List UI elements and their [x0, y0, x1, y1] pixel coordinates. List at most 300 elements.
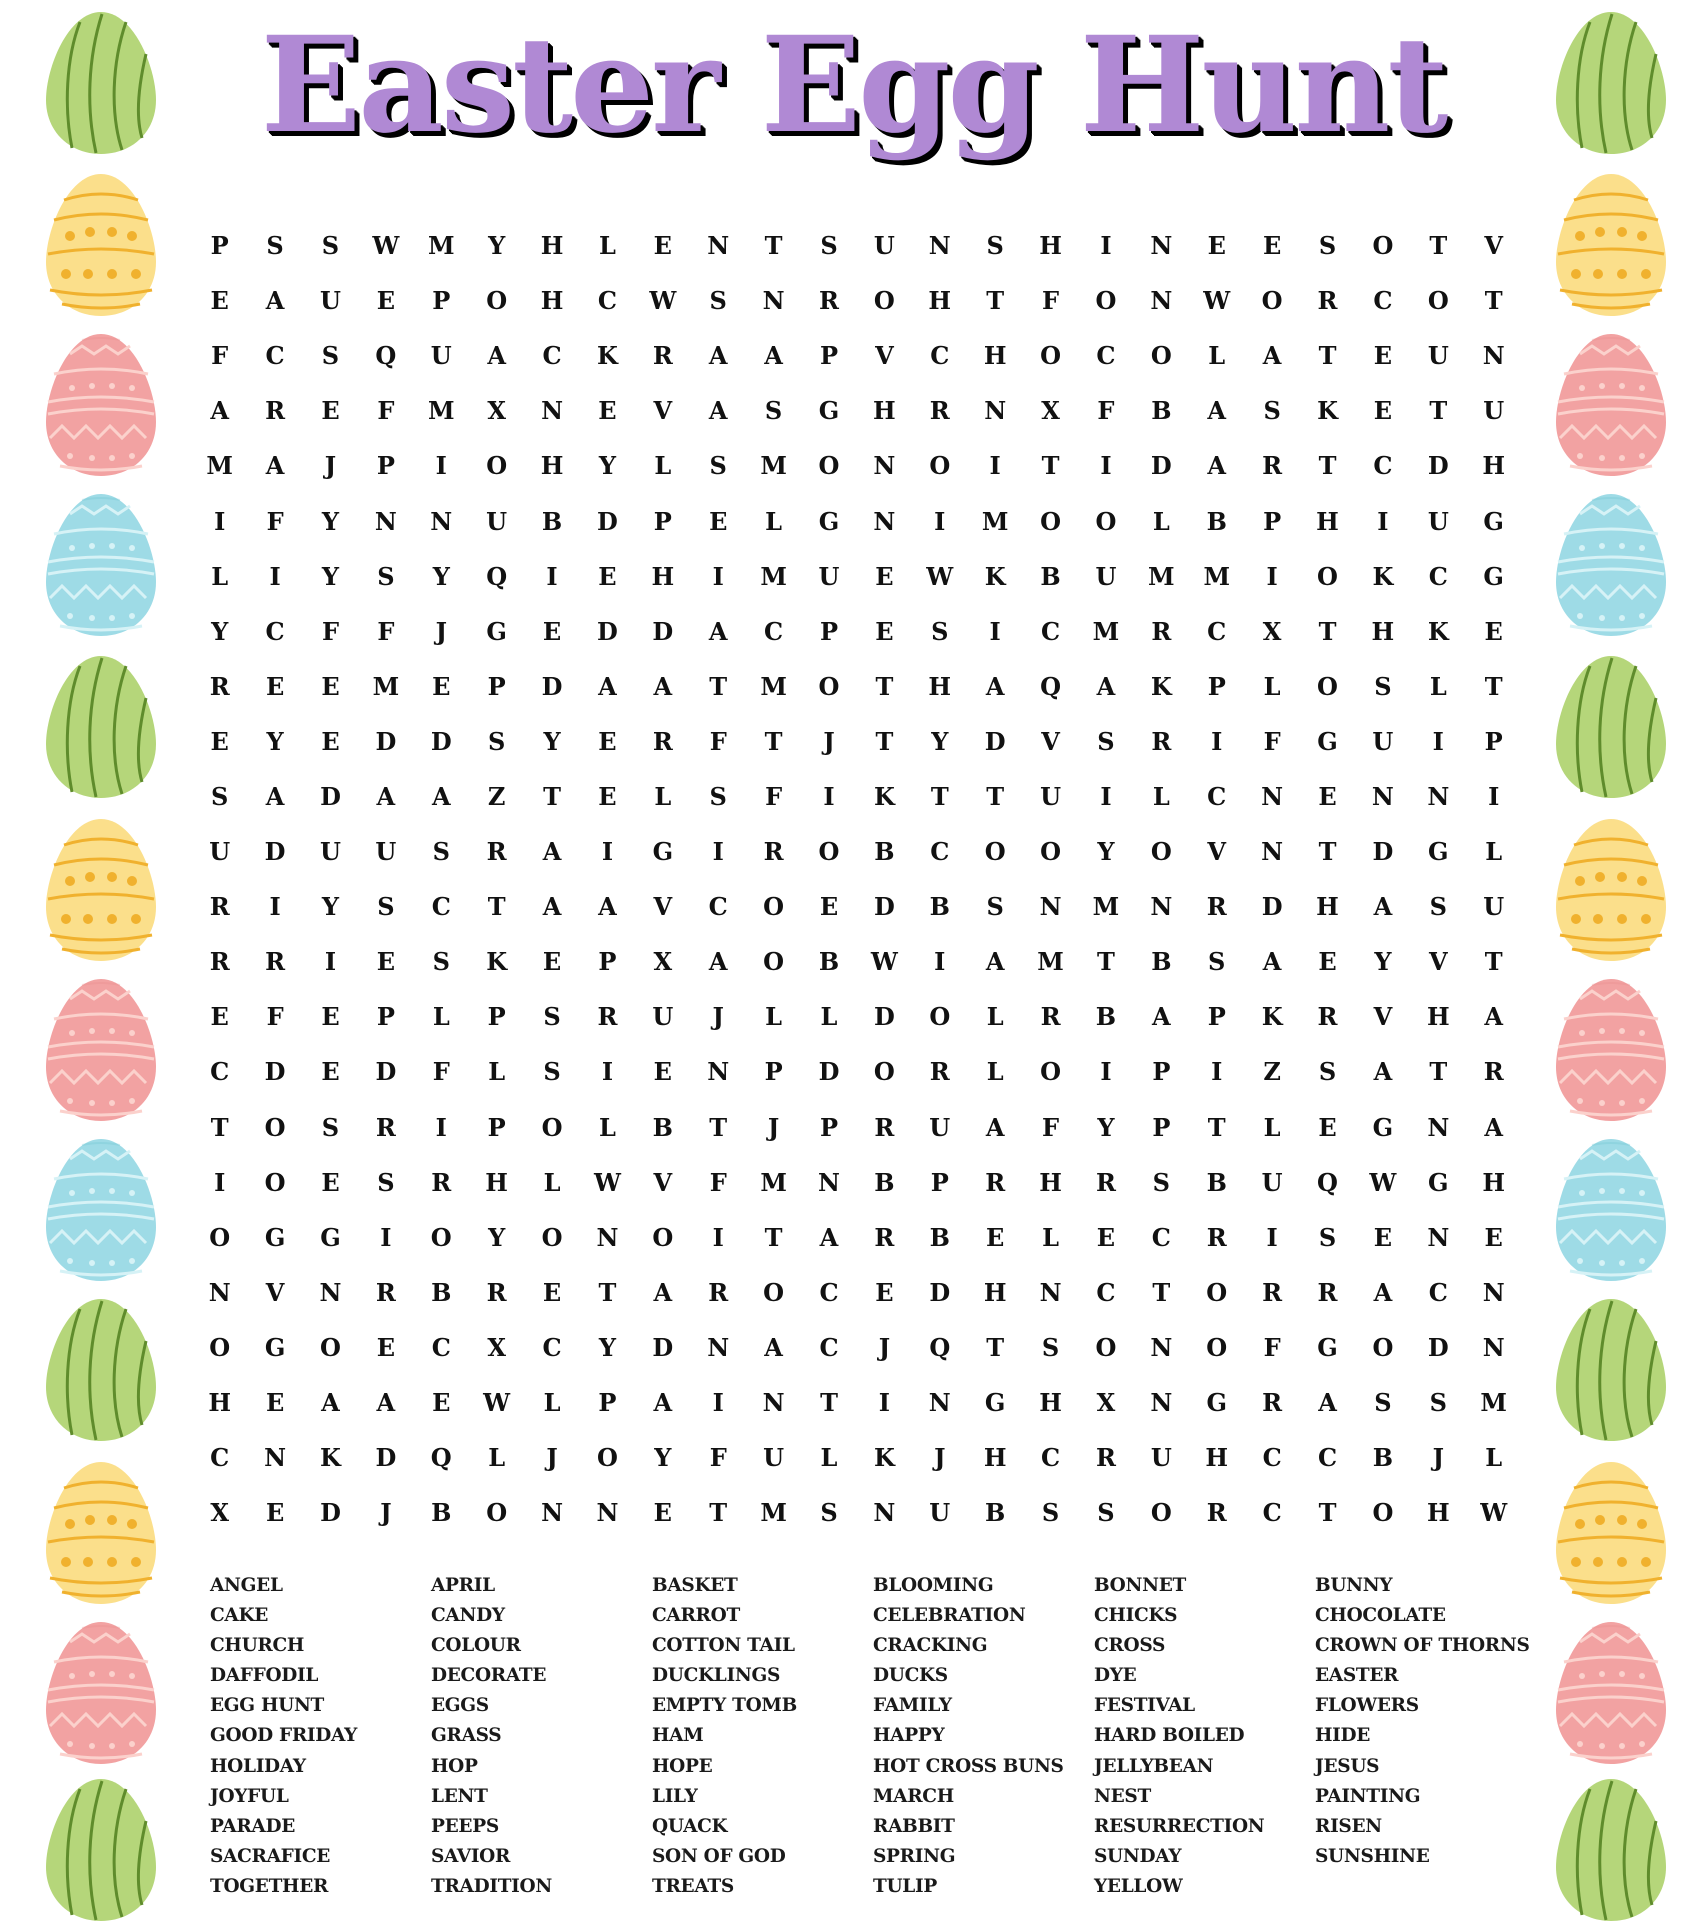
grid-letter[interactable]: T [598, 1277, 617, 1307]
grid-letter[interactable]: M [1092, 616, 1120, 646]
grid-letter[interactable]: W [1203, 286, 1231, 316]
grid-letter[interactable]: N [1150, 892, 1173, 922]
grid-letter[interactable]: U [1372, 726, 1394, 756]
grid-letter[interactable]: I [934, 947, 946, 977]
grid-letter[interactable]: S [543, 1002, 561, 1032]
grid-letter[interactable]: J [823, 726, 835, 756]
grid-letter[interactable]: E [321, 1057, 340, 1087]
grid-letter[interactable]: L [1152, 781, 1170, 811]
grid-letter[interactable]: E [265, 1388, 285, 1418]
grid-letter[interactable]: N [984, 396, 1007, 426]
grid-letter[interactable]: H [1039, 1388, 1062, 1418]
grid-letter[interactable]: R [265, 396, 286, 426]
grid-letter[interactable]: E [542, 616, 562, 646]
grid-letter[interactable]: T [930, 781, 949, 811]
grid-letter[interactable]: Y [266, 726, 284, 756]
grid-letter[interactable]: D [375, 726, 397, 756]
grid-letter[interactable]: P [819, 1112, 839, 1142]
grid-letter[interactable]: N [596, 1222, 619, 1252]
grid-letter[interactable]: A [708, 947, 728, 977]
grid-letter[interactable]: T [709, 1112, 728, 1142]
grid-letter[interactable]: A [1318, 1388, 1337, 1418]
grid-letter[interactable]: O [209, 1222, 231, 1252]
grid-letter[interactable]: O [929, 1002, 951, 1032]
grid-letter[interactable]: H [1039, 231, 1062, 261]
grid-letter[interactable]: T [986, 286, 1005, 316]
grid-letter[interactable]: J [380, 1498, 392, 1528]
grid-letter[interactable]: C [708, 892, 728, 922]
grid-letter[interactable]: S [377, 561, 395, 591]
grid-letter[interactable]: P [1207, 671, 1226, 701]
grid-letter[interactable]: V [653, 892, 673, 922]
grid-letter[interactable]: S [931, 616, 949, 646]
grid-letter[interactable]: L [543, 1388, 561, 1418]
grid-letter[interactable]: G [264, 1332, 286, 1362]
grid-letter[interactable]: U [929, 1112, 951, 1142]
grid-letter[interactable]: E [265, 1498, 285, 1528]
grid-letter[interactable]: R [209, 892, 230, 922]
grid-letter[interactable]: G [1483, 506, 1504, 536]
grid-letter[interactable]: E [875, 1277, 894, 1307]
grid-letter[interactable]: U [486, 506, 508, 536]
grid-letter[interactable]: E [598, 781, 617, 811]
grid-letter[interactable]: I [435, 1112, 447, 1142]
grid-letter[interactable]: P [653, 506, 672, 536]
grid-letter[interactable]: H [1316, 892, 1339, 922]
grid-letter[interactable]: F [1263, 726, 1281, 756]
grid-letter[interactable]: B [874, 1167, 895, 1197]
grid-letter[interactable]: W [870, 947, 898, 977]
grid-letter[interactable]: U [375, 837, 397, 867]
grid-letter[interactable]: S [1263, 396, 1281, 426]
grid-letter[interactable]: N [1427, 781, 1450, 811]
grid-letter[interactable]: L [598, 231, 616, 261]
grid-letter[interactable]: S [321, 1112, 340, 1142]
grid-letter[interactable]: Q [375, 341, 397, 371]
grid-letter[interactable]: S [1097, 726, 1115, 756]
grid-letter[interactable]: D [264, 1057, 286, 1087]
grid-letter[interactable]: E [819, 892, 839, 922]
grid-letter[interactable]: C [930, 837, 950, 867]
grid-letter[interactable]: B [1151, 947, 1172, 977]
grid-letter[interactable]: V [1428, 947, 1448, 977]
grid-letter[interactable]: I [1266, 561, 1278, 591]
grid-letter[interactable]: Y [931, 726, 949, 756]
grid-letter[interactable]: R [1151, 726, 1172, 756]
grid-letter[interactable]: K [1427, 616, 1449, 646]
grid-letter[interactable]: C [1207, 781, 1227, 811]
grid-letter[interactable]: J [324, 451, 337, 481]
grid-letter[interactable]: O [1040, 506, 1061, 536]
grid-letter[interactable]: H [983, 1277, 1007, 1307]
grid-letter[interactable]: A [1484, 1002, 1503, 1032]
grid-letter[interactable]: E [542, 1277, 562, 1307]
grid-letter[interactable]: S [1318, 231, 1337, 261]
grid-letter[interactable]: S [709, 451, 727, 481]
grid-letter[interactable]: E [709, 506, 728, 536]
grid-letter[interactable]: O [818, 451, 840, 481]
grid-letter[interactable]: L [1208, 341, 1226, 371]
grid-letter[interactable]: Y [1097, 837, 1115, 867]
grid-letter[interactable]: B [1206, 1167, 1227, 1197]
grid-letter[interactable]: M [427, 396, 455, 426]
grid-letter[interactable]: Q [486, 561, 508, 591]
grid-letter[interactable]: B [1040, 561, 1061, 591]
grid-letter[interactable]: F [377, 616, 395, 646]
grid-letter[interactable]: A [1152, 1002, 1171, 1032]
grid-letter[interactable]: I [1100, 451, 1112, 481]
grid-letter[interactable]: X [1041, 396, 1060, 426]
grid-letter[interactable]: N [762, 1388, 785, 1418]
grid-letter[interactable]: F [1263, 1332, 1281, 1362]
grid-letter[interactable]: E [376, 1332, 396, 1362]
grid-letter[interactable]: G [264, 1222, 286, 1252]
grid-letter[interactable]: D [375, 1443, 397, 1473]
grid-letter[interactable]: V [653, 1167, 673, 1197]
grid-letter[interactable]: E [653, 1057, 672, 1087]
grid-letter[interactable]: D [873, 892, 895, 922]
grid-letter[interactable]: L [820, 1002, 838, 1032]
grid-letter[interactable]: O [541, 1222, 563, 1252]
grid-letter[interactable]: K [873, 1443, 895, 1473]
grid-letter[interactable]: B [541, 506, 563, 536]
grid-letter[interactable]: T [986, 781, 1005, 811]
grid-letter[interactable]: D [652, 616, 674, 646]
grid-letter[interactable]: P [764, 1057, 783, 1087]
grid-letter[interactable]: G [1372, 1112, 1394, 1142]
grid-letter[interactable]: T [1207, 1112, 1226, 1142]
grid-letter[interactable]: O [541, 1112, 563, 1142]
grid-letter[interactable]: B [985, 1498, 1006, 1528]
grid-letter[interactable]: U [209, 837, 231, 867]
grid-letter[interactable]: U [818, 561, 840, 591]
grid-letter[interactable]: O [984, 837, 1006, 867]
grid-letter[interactable]: U [1261, 1167, 1283, 1197]
grid-letter[interactable]: N [430, 506, 453, 536]
grid-letter[interactable]: Y [321, 561, 340, 591]
grid-letter[interactable]: R [1317, 286, 1338, 316]
grid-letter[interactable]: T [543, 781, 561, 811]
grid-letter[interactable]: M [372, 671, 400, 701]
grid-letter[interactable]: C [819, 1277, 839, 1307]
grid-letter[interactable]: N [1371, 781, 1394, 811]
grid-letter[interactable]: G [1483, 561, 1504, 591]
grid-letter[interactable]: W [372, 231, 400, 261]
grid-letter[interactable]: D [264, 837, 286, 867]
grid-letter[interactable]: N [707, 1332, 730, 1362]
grid-letter[interactable]: I [1432, 726, 1444, 756]
grid-letter[interactable]: C [1428, 561, 1448, 591]
grid-letter[interactable]: R [1262, 1277, 1283, 1307]
grid-letter[interactable]: L [211, 561, 229, 591]
grid-letter[interactable]: V [1373, 1002, 1393, 1032]
grid-letter[interactable]: Z [1263, 1057, 1281, 1087]
grid-letter[interactable]: S [709, 286, 727, 316]
grid-letter[interactable]: B [1372, 1443, 1394, 1473]
grid-letter[interactable]: T [1484, 671, 1503, 701]
grid-letter[interactable]: B [874, 837, 895, 867]
grid-letter[interactable]: Y [211, 616, 229, 646]
grid-letter[interactable]: F [211, 341, 229, 371]
grid-letter[interactable]: A [764, 1332, 783, 1362]
grid-letter[interactable]: D [984, 726, 1006, 756]
grid-letter[interactable]: I [214, 1167, 226, 1197]
grid-letter[interactable]: O [264, 1167, 286, 1197]
grid-letter[interactable]: F [1097, 396, 1115, 426]
grid-letter[interactable]: A [376, 781, 396, 811]
grid-letter[interactable]: R [265, 947, 286, 977]
grid-letter[interactable]: S [1429, 892, 1447, 922]
grid-letter[interactable]: D [597, 506, 618, 536]
grid-letter[interactable]: U [320, 286, 341, 316]
grid-letter[interactable]: O [1040, 1057, 1061, 1087]
grid-letter[interactable]: I [989, 451, 1001, 481]
grid-letter[interactable]: I [989, 616, 1001, 646]
grid-letter[interactable]: S [1429, 1388, 1447, 1418]
grid-letter[interactable]: Y [1374, 947, 1392, 977]
grid-letter[interactable]: K [1372, 561, 1394, 591]
grid-letter[interactable]: W [926, 561, 954, 591]
grid-letter[interactable]: H [540, 451, 564, 481]
grid-letter[interactable]: N [873, 1498, 896, 1528]
grid-letter[interactable]: O [763, 947, 785, 977]
grid-letter[interactable]: T [1429, 231, 1448, 261]
grid-letter[interactable]: O [1261, 286, 1283, 316]
grid-letter[interactable]: Y [488, 1222, 506, 1252]
grid-letter[interactable]: L [1485, 1443, 1503, 1473]
grid-letter[interactable]: D [430, 726, 452, 756]
grid-letter[interactable]: S [1374, 671, 1392, 701]
grid-letter[interactable]: A [598, 671, 617, 701]
grid-letter[interactable]: S [1318, 1057, 1337, 1087]
grid-letter[interactable]: T [1318, 837, 1337, 867]
grid-letter[interactable]: V [1041, 726, 1060, 756]
grid-letter[interactable]: I [712, 1222, 724, 1252]
grid-letter[interactable]: G [1428, 837, 1449, 867]
grid-letter[interactable]: R [874, 1222, 895, 1252]
grid-letter[interactable]: N [873, 506, 896, 536]
grid-letter[interactable]: B [818, 947, 840, 977]
grid-letter[interactable]: A [210, 396, 229, 426]
grid-letter[interactable]: J [712, 1002, 724, 1032]
grid-letter[interactable]: D [1427, 451, 1449, 481]
grid-letter[interactable]: N [707, 231, 730, 261]
grid-letter[interactable]: A [1207, 396, 1227, 426]
grid-letter[interactable]: H [873, 396, 896, 426]
grid-letter[interactable]: N [762, 286, 785, 316]
grid-letter[interactable]: R [1317, 1277, 1338, 1307]
grid-letter[interactable]: A [985, 947, 1005, 977]
grid-letter[interactable]: U [929, 1498, 951, 1528]
grid-letter[interactable]: E [321, 1167, 340, 1197]
grid-letter[interactable]: M [760, 671, 787, 701]
grid-letter[interactable]: O [1372, 1498, 1394, 1528]
grid-letter[interactable]: E [1318, 1112, 1337, 1142]
grid-letter[interactable]: E [1318, 947, 1337, 977]
grid-letter[interactable]: B [431, 1277, 452, 1307]
grid-letter[interactable]: P [1152, 1112, 1171, 1142]
grid-letter[interactable]: O [873, 1057, 895, 1087]
grid-letter[interactable]: S [377, 892, 395, 922]
grid-letter[interactable]: W [1480, 1498, 1508, 1528]
grid-letter[interactable]: E [210, 726, 229, 756]
grid-letter[interactable]: H [1371, 616, 1395, 646]
grid-letter[interactable]: O [1317, 671, 1338, 701]
grid-letter[interactable]: S [266, 231, 284, 261]
grid-letter[interactable]: E [210, 286, 229, 316]
grid-letter[interactable]: E [986, 1222, 1005, 1252]
grid-letter[interactable]: T [875, 726, 894, 756]
grid-letter[interactable]: H [928, 286, 952, 316]
grid-letter[interactable]: P [598, 947, 617, 977]
grid-letter[interactable]: S [986, 892, 1004, 922]
grid-letter[interactable]: I [1211, 1057, 1223, 1087]
grid-letter[interactable]: D [929, 1277, 951, 1307]
grid-letter[interactable]: S [1208, 947, 1226, 977]
grid-letter[interactable]: C [930, 341, 950, 371]
grid-letter[interactable]: S [543, 1057, 561, 1087]
grid-letter[interactable]: J [767, 1112, 780, 1142]
grid-letter[interactable]: E [1096, 1222, 1116, 1252]
grid-letter[interactable]: O [1095, 506, 1117, 536]
grid-letter[interactable]: I [214, 506, 226, 536]
grid-letter[interactable]: B [1206, 506, 1227, 536]
grid-letter[interactable]: R [431, 1167, 452, 1197]
grid-letter[interactable]: A [542, 892, 562, 922]
grid-letter[interactable]: M [1480, 1388, 1507, 1418]
grid-letter[interactable]: S [432, 947, 450, 977]
grid-letter[interactable]: F [377, 396, 395, 426]
grid-letter[interactable]: E [598, 561, 617, 591]
grid-letter[interactable]: U [430, 341, 452, 371]
grid-letter[interactable]: U [873, 231, 895, 261]
grid-letter[interactable]: R [209, 671, 230, 701]
grid-letter[interactable]: L [488, 1443, 506, 1473]
grid-letter[interactable]: X [487, 396, 506, 426]
grid-letter[interactable]: E [1484, 616, 1503, 646]
grid-letter[interactable]: E [376, 286, 396, 316]
grid-letter[interactable]: C [819, 1332, 839, 1362]
grid-letter[interactable]: Z [487, 781, 506, 811]
grid-letter[interactable]: K [320, 1443, 341, 1473]
grid-letter[interactable]: E [1373, 396, 1393, 426]
grid-letter[interactable]: N [1482, 341, 1505, 371]
grid-letter[interactable]: C [542, 1332, 562, 1362]
grid-letter[interactable]: M [427, 231, 455, 261]
grid-letter[interactable]: F [266, 506, 284, 536]
grid-letter[interactable]: I [435, 451, 447, 481]
grid-letter[interactable]: R [1040, 1002, 1061, 1032]
grid-letter[interactable]: A [542, 837, 562, 867]
grid-letter[interactable]: I [712, 561, 724, 591]
grid-letter[interactable]: B [929, 892, 950, 922]
grid-letter[interactable]: I [1100, 231, 1112, 261]
grid-letter[interactable]: M [760, 561, 787, 591]
grid-letter[interactable]: I [1266, 1222, 1278, 1252]
grid-letter[interactable]: N [1150, 286, 1173, 316]
grid-letter[interactable]: R [1262, 451, 1283, 481]
grid-letter[interactable]: V [265, 1277, 285, 1307]
grid-letter[interactable]: A [1096, 671, 1116, 701]
grid-letter[interactable]: N [1150, 231, 1173, 261]
grid-letter[interactable]: C [1428, 1277, 1448, 1307]
grid-letter[interactable]: J [546, 1443, 558, 1473]
grid-letter[interactable]: M [760, 451, 787, 481]
grid-letter[interactable]: A [708, 341, 728, 371]
grid-letter[interactable]: P [1207, 1002, 1226, 1032]
grid-letter[interactable]: T [1318, 451, 1337, 481]
grid-letter[interactable]: R [708, 1277, 729, 1307]
grid-letter[interactable]: A [653, 671, 673, 701]
grid-letter[interactable]: C [431, 892, 451, 922]
grid-letter[interactable]: E [1373, 341, 1393, 371]
grid-letter[interactable]: E [598, 396, 617, 426]
grid-letter[interactable]: R [1151, 616, 1172, 646]
grid-letter[interactable]: N [1427, 1222, 1450, 1252]
grid-letter[interactable]: C [210, 1057, 230, 1087]
grid-letter[interactable]: A [431, 781, 451, 811]
grid-letter[interactable]: P [598, 1388, 617, 1418]
grid-letter[interactable]: J [934, 1443, 946, 1473]
grid-letter[interactable]: T [1484, 286, 1503, 316]
grid-letter[interactable]: C [1373, 451, 1393, 481]
grid-letter[interactable]: R [819, 286, 839, 316]
grid-letter[interactable]: M [760, 1167, 787, 1197]
grid-letter[interactable]: W [1369, 1167, 1397, 1197]
grid-letter[interactable]: O [1427, 286, 1449, 316]
grid-letter[interactable]: N [374, 506, 397, 536]
grid-letter[interactable]: R [1206, 1498, 1227, 1528]
grid-letter[interactable]: X [653, 947, 673, 977]
grid-letter[interactable]: R [1206, 892, 1227, 922]
grid-letter[interactable]: O [1372, 1332, 1394, 1362]
grid-letter[interactable]: A [1484, 1112, 1503, 1142]
grid-letter[interactable]: F [432, 1057, 450, 1087]
grid-letter[interactable]: H [1316, 506, 1339, 536]
grid-letter[interactable]: L [1042, 1222, 1059, 1252]
grid-letter[interactable]: E [1207, 231, 1226, 261]
grid-letter[interactable]: H [1039, 1167, 1062, 1197]
grid-letter[interactable]: P [376, 451, 395, 481]
grid-letter[interactable]: R [597, 1002, 618, 1032]
grid-letter[interactable]: R [1262, 1388, 1283, 1418]
grid-letter[interactable]: X [1262, 616, 1282, 646]
grid-letter[interactable]: C [1151, 1222, 1171, 1252]
grid-letter[interactable]: H [540, 286, 564, 316]
grid-letter[interactable]: F [266, 1002, 284, 1032]
grid-letter[interactable]: D [320, 781, 341, 811]
grid-letter[interactable]: M [1037, 947, 1064, 977]
grid-letter[interactable]: S [986, 231, 1004, 261]
grid-letter[interactable]: G [320, 1222, 341, 1252]
grid-letter[interactable]: V [653, 396, 673, 426]
grid-letter[interactable]: Q [1317, 1167, 1338, 1197]
grid-letter[interactable]: E [1484, 1222, 1503, 1252]
grid-letter[interactable]: O [1150, 1498, 1172, 1528]
grid-letter[interactable]: H [485, 1167, 508, 1197]
grid-letter[interactable]: X [1096, 1388, 1116, 1418]
grid-letter[interactable]: T [764, 231, 783, 261]
grid-letter[interactable]: N [707, 1057, 730, 1087]
grid-letter[interactable]: P [487, 1002, 506, 1032]
grid-letter[interactable]: D [1427, 1332, 1449, 1362]
grid-letter[interactable]: A [265, 451, 285, 481]
grid-letter[interactable]: H [540, 231, 564, 261]
grid-letter[interactable]: Y [598, 1332, 616, 1362]
grid-letter[interactable]: T [487, 892, 506, 922]
grid-letter[interactable]: P [487, 1112, 506, 1142]
grid-letter[interactable]: O [1206, 1277, 1228, 1307]
